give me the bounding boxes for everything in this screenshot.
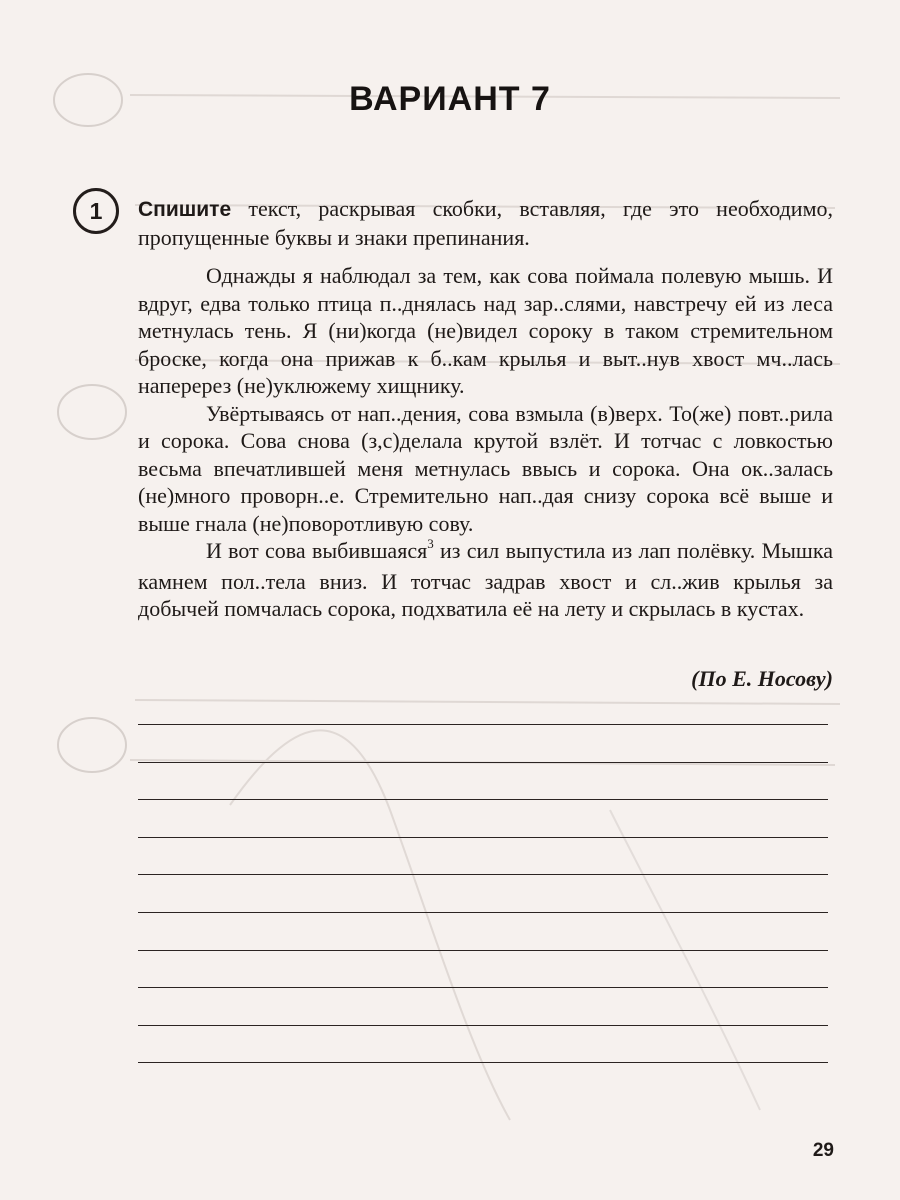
passage-paragraph-3 <box>138 537 833 623</box>
page-number: 29 <box>812 1140 834 1161</box>
paragraph-3-text-after: из сил выпустила из лап полёвку. Мышка камнем пол..тела вниз. И тотчас задрав хвост и сл..жив крылья за добычей помчалась сорока, подхватила её на лету и скрылась в кустах. <box>138 538 833 621</box>
passage-paragraph-1: Однажды я наблюдал за тем, как сова поймала полевую мышь. И вдруг, едва только птица п..днялась над зар..слями, навстречу ей из леса метнулась тень. Я (ни)когда (не)видел сороку в таком стремительном броске, когда она прижав к б..кам крылья и выт..нув хвост мч..лась наперерез (не)уклюжему хищнику. <box>138 263 833 398</box>
source-attribution: (По Е. Носову) <box>691 666 833 691</box>
answer-writing-lines <box>138 724 828 1100</box>
answer-line[interactable] <box>138 950 828 951</box>
answer-line[interactable] <box>138 799 828 800</box>
answer-line[interactable] <box>138 762 828 763</box>
instruction-text: текст, раскрывая скобки, вставляя, где это необходимо, пропущенные буквы и знаки препинания. <box>138 196 833 250</box>
answer-line[interactable] <box>138 724 828 725</box>
answer-line[interactable] <box>138 1025 828 1026</box>
footnote-marker: 3 <box>427 536 434 551</box>
passage-paragraph-2: Увёртываясь от нап..дения, сова взмыла (в)верх. То(же) повт..рила и сорока. Сова снова (з,с)делала крутой взлёт. И тотчас с ловкостью весьма впечатлившей меня метнулась ввысь и сорока. Она ок..залась (не)много проворн..е. Стремительно нап..дая снизу сорока всё выше и выше гнала (не)поворотливую сову. <box>138 400 833 536</box>
answer-line[interactable] <box>138 837 828 838</box>
answer-line[interactable] <box>138 987 828 988</box>
paragraph-3-text-before: И вот сова выбившаяся <box>206 538 428 563</box>
literary-passage <box>138 262 833 623</box>
answer-line[interactable] <box>138 1062 828 1063</box>
instruction-bold-word: Спишите <box>138 198 232 221</box>
answer-line[interactable] <box>138 912 828 913</box>
task-instruction <box>138 195 833 252</box>
task-number-badge: 1 <box>73 188 119 234</box>
answer-line[interactable] <box>138 874 828 875</box>
page-title: ВАРИАНТ 7 <box>349 80 551 118</box>
